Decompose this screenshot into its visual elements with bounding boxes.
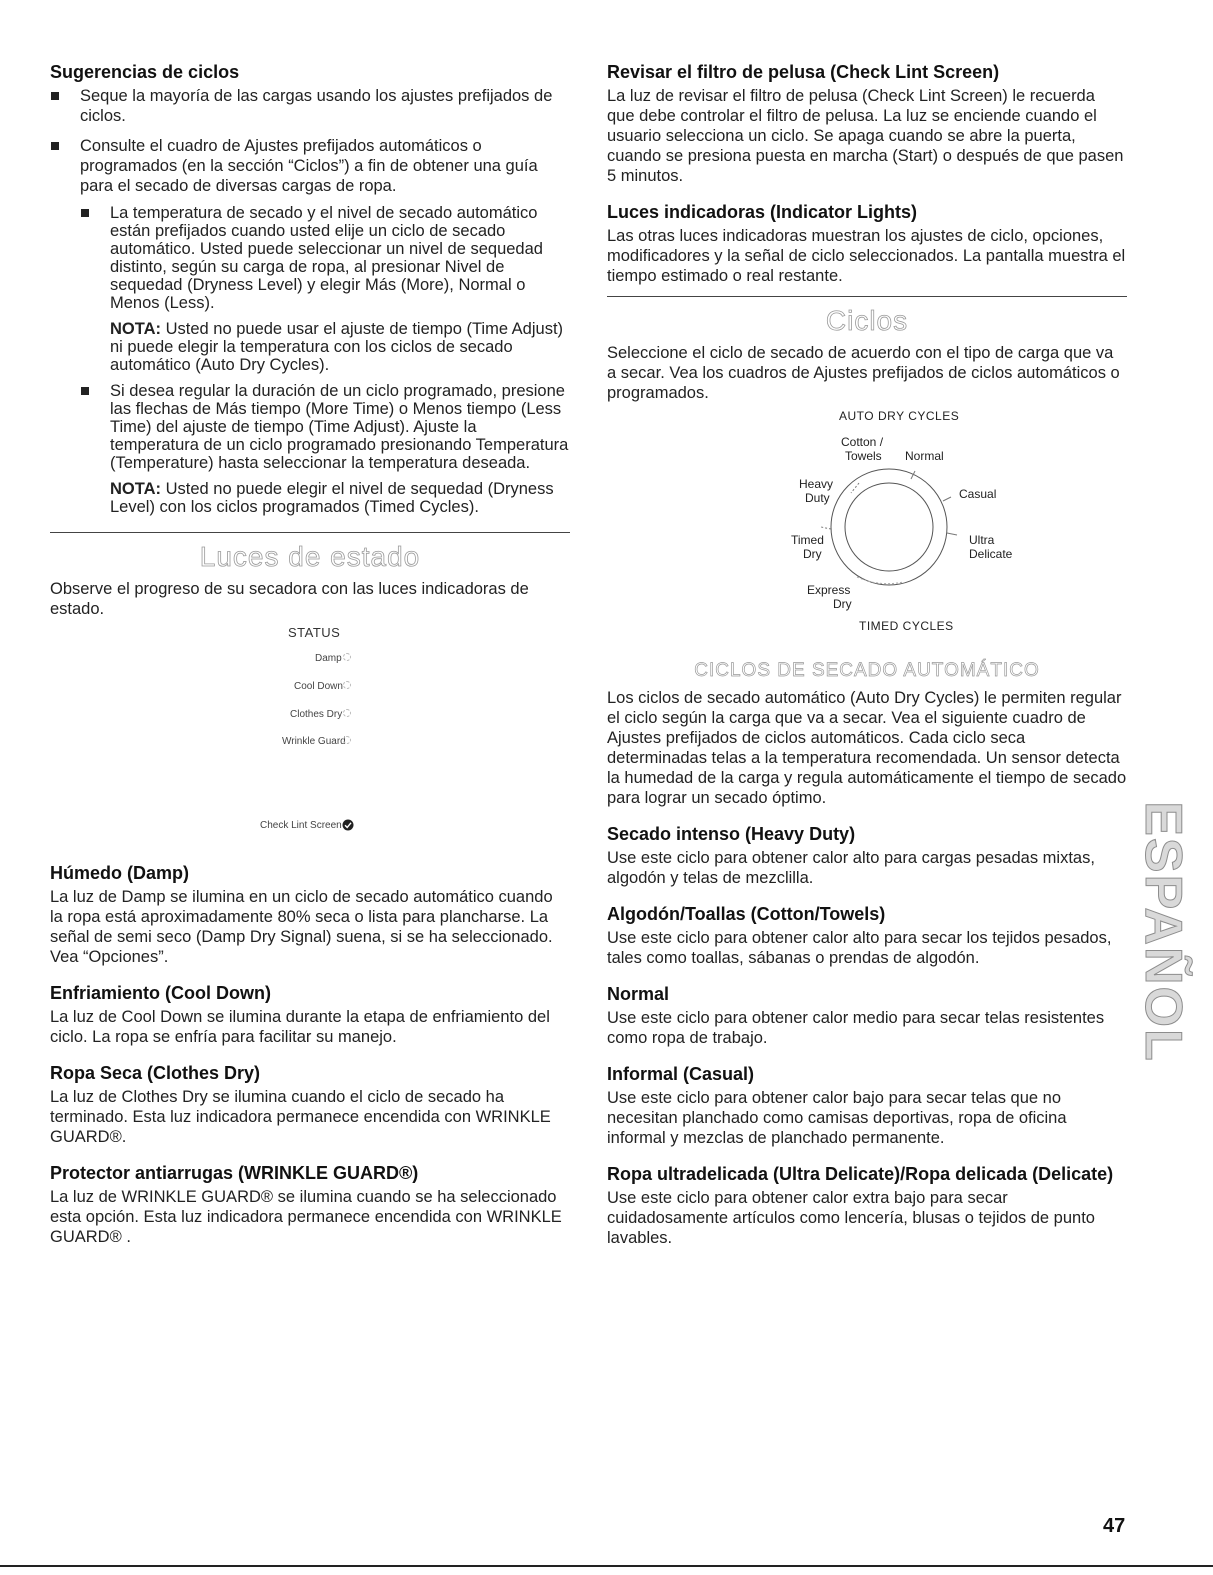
list-item: Seque la mayoría de las cargas usando los ajustes prefijados de ciclos. [50, 86, 570, 126]
informal-body: Use este ciclo para obtener calor bajo para secar telas que no necesitan planchado como camisas deportivas, ropa de oficina informal y mezclas de planchado permanente. [607, 1089, 1067, 1147]
revisar-body: La luz de revisar el filtro de pelusa (Check Lint Screen) le recuerda que debe controlar el filtro de pelusa. La luz se enciende cuando el usuario selecciona un ciclo. Se apaga cuando se abre la puerta, cuando se presiona puesta en marcha (Start) o después de que pasen 5 minutos. [607, 87, 1124, 185]
sugerencias-section [50, 62, 570, 516]
dial-label-cotton: Cotton / [841, 435, 884, 449]
ropa-seca-body: La luz de Clothes Dry se ilumina cuando el ciclo de secado ha terminado. Esta luz indicadora permanece encendida con WRINKLE GUARD®. [50, 1088, 551, 1146]
normal-section [607, 984, 1127, 1048]
ropa-seca-heading: Ropa Seca (Clothes Dry) [50, 1063, 261, 1083]
page-number: 47 [1103, 1515, 1126, 1537]
algodon-section [607, 904, 1127, 968]
informal-heading: Informal (Casual) [607, 1064, 755, 1084]
heavy-duty-body: Use este ciclo para obtener calor alto para cargas pesadas mixtas, algodón y telas de mezclilla. [607, 849, 1095, 887]
cycle-dial-figure [607, 407, 1127, 652]
section-divider [50, 532, 570, 533]
auto-dry-cycles-caption: AUTO DRY CYCLES [839, 409, 960, 423]
section-divider [607, 296, 1127, 297]
status-panel-figure [50, 623, 570, 853]
check-lint-icon [342, 819, 354, 831]
nota-paragraph: NOTA: Usted no puede usar el ajuste de tiempo (Time Adjust) ni puede elegir la temperatura con los ciclos de secado automático (Auto Dry Cycles). [110, 320, 564, 374]
ropa-seca-section [50, 1063, 570, 1147]
page-bottom-rule [0, 1565, 1213, 1567]
luces-de-estado-title: Luces de estado [199, 541, 421, 572]
ultra-delicate-body: Use este ciclo para obtener calor extra bajo para secar cuidadosamente artículos como lencería, blusas o tejidos de punto lavables. [607, 1189, 1095, 1247]
timed-cycles-caption: TIMED CYCLES [859, 619, 954, 633]
protector-heading: Protector antiarrugas (WRINKLE GUARD®) [50, 1163, 419, 1183]
right-column [607, 62, 1127, 1264]
enfriamiento-section [50, 983, 570, 1047]
wrinkle-guard-light-label: Wrinkle Guard [282, 736, 346, 747]
normal-heading: Normal [607, 984, 670, 1004]
status-label: STATUS [288, 625, 341, 640]
dial-label-ultra: Ultra [969, 533, 995, 547]
algodon-heading: Algodón/Toallas (Cotton/Towels) [607, 904, 886, 924]
list-item: Consulte el cuadro de Ajustes prefijados automáticos o programados (en la sección “Ciclos”) a fin de obtener una guía para el secado de diversas cargas de ropa. La temperatura de secado y el nivel de secado automático están prefijados cuando usted elije un ciclo de secado automático. Usted puede seleccionar un nivel de sequedad distinto, según su carga de ropa, al presionar Nivel de sequedad (Dryness Level) y elegir Más (More), Normal o Menos (Less). NOTA: Usted no puede usar el ajuste de tiempo (Time Adjust) ni puede elegir la temperatura con los ciclos de secado automático (Auto Dry Cycles). Si desea regular la duración de un ciclo programado, presione las flechas de Más tiempo (More Time) o Menos tiempo (Less Time) del ajuste de tiempo (Time Adjust). Ajuste la temperatura de un ciclo programado presionando Temperatura (Temperature) hasta seleccionar la temperatura deseada. NOTA: Usted no puede elegir el nivel de sequedad (Dryness Level) con los ciclos programados (Timed Cycles). [50, 136, 570, 516]
enfriamiento-heading: Enfriamiento (Cool Down) [50, 983, 271, 1003]
dial-label-heavy: Heavy [799, 477, 834, 491]
cool-down-light-icon [343, 681, 351, 689]
humedo-heading: Húmedo (Damp) [50, 863, 189, 883]
dial-label-delicate: Delicate [969, 547, 1013, 561]
dial-label-express-dry: Dry [833, 597, 852, 611]
clothes-dry-light-label: Clothes Dry [290, 709, 343, 720]
clothes-dry-light-icon [343, 709, 351, 717]
informal-section [607, 1064, 1127, 1148]
ultra-delicate-section [607, 1164, 1127, 1248]
heavy-duty-heading: Secado intenso (Heavy Duty) [607, 824, 856, 844]
dial-label-timed-dry: Dry [803, 547, 822, 561]
auto-dry-subtitle: CICLOS DE SECADO AUTOMÁTICO [694, 660, 1040, 681]
heavy-duty-section [607, 824, 1127, 888]
list-item: Si desea regular la duración de un ciclo programado, presione las flechas de Más tiempo (More Time) o Menos tiempo (Less Time) del ajuste de tiempo (Time Adjust). Ajuste la temperatura de un ciclo programado presionando Temperatura (Temperature) hasta seleccionar la temperatura deseada. NOTA: Usted no puede elegir el nivel de sequedad (Dryness Level) con los ciclos programados (Timed Cycles). [80, 382, 570, 516]
revisar-section [607, 62, 1127, 186]
list-item: La temperatura de secado y el nivel de secado automático están prefijados cuando usted elije un ciclo de secado automático. Usted puede seleccionar un nivel de sequedad distinto, según su carga de ropa, al presionar Nivel de sequedad (Dryness Level) y elegir Más (More), Normal o Menos (Less). NOTA: Usted no puede usar el ajuste de tiempo (Time Adjust) ni puede elegir la temperatura con los ciclos de secado automático (Auto Dry Cycles). [80, 204, 570, 374]
indicadoras-heading: Luces indicadoras (Indicator Lights) [607, 202, 918, 222]
protector-body: La luz de WRINKLE GUARD® se ilumina cuando se ha seleccionado esta opción. Esta luz indicadora permanece encendida con WRINKLE GUARD® . [50, 1188, 562, 1246]
dial-label-normal: Normal [905, 449, 944, 463]
ultra-delicate-heading: Ropa ultradelicada (Ultra Delicate)/Ropa delicada (Delicate) [607, 1164, 1114, 1184]
wrinkle-guard-light-icon [343, 736, 351, 744]
auto-dry-intro: Los ciclos de secado automático (Auto Dry Cycles) le permiten regular el ciclo según la carga que va a secar. Vea el siguiente cuadro de Ajustes prefijados de ciclos automáticos. Cada ciclo seca determinadas telas a la temperatura recomendada. Un sensor detecta la humedad de la carga y regula automáticamente el tiempo de secado para lograr un secado óptimo. [607, 689, 1127, 807]
indicadoras-body: Las otras luces indicadoras muestran los ajustes de ciclo, opciones, modificadores y la señal de ciclo seleccionados. La pantalla muestra el tiempo estimado o real restante. [607, 227, 1126, 285]
indicadoras-section [607, 202, 1127, 286]
left-column [50, 62, 570, 1263]
dial-label-express: Express [807, 583, 851, 597]
enfriamiento-body: La luz de Cool Down se ilumina durante la etapa de enfriamiento del ciclo. La ropa se enfría para facilitar su manejo. [50, 1008, 550, 1046]
dial-label-towels: Towels [845, 449, 882, 463]
dial-label-timed: Timed [791, 533, 824, 547]
ciclos-title: Ciclos [825, 305, 909, 336]
luces-intro: Observe el progreso de su secadora con las luces indicadoras de estado. [50, 580, 529, 618]
sugerencias-sublist [80, 204, 570, 516]
humedo-section [50, 863, 570, 967]
sugerencias-heading: Sugerencias de ciclos [50, 62, 240, 82]
nota-paragraph: NOTA: Usted no puede elegir el nivel de sequedad (Dryness Level) con los ciclos programados (Timed Cycles). [110, 480, 554, 516]
cycle-selector-dial-icon [807, 447, 977, 607]
damp-light-label: Damp [315, 653, 342, 664]
damp-light-icon [343, 653, 351, 661]
check-lint-light-label: Check Lint Screen [260, 820, 342, 831]
espanol-side-tab: ESPAÑOL [1134, 801, 1192, 1063]
ciclos-intro: Seleccione el ciclo de secado de acuerdo con el tipo de carga que va a secar. Vea los cuadros de Ajustes prefijados de ciclos automáticos o programados. [607, 344, 1120, 402]
dial-label-casual: Casual [959, 487, 997, 501]
cool-down-light-label: Cool Down [294, 681, 343, 692]
algodon-body: Use este ciclo para obtener calor alto para secar los tejidos pesados, tales como toallas, sábanas o prendas de algodón. [607, 929, 1112, 967]
sugerencias-list [50, 86, 570, 516]
revisar-heading: Revisar el filtro de pelusa (Check Lint Screen) [607, 62, 1000, 82]
humedo-body: La luz de Damp se ilumina en un ciclo de secado automático cuando la ropa está aproximadamente 80% seca o lista para plancharse. La señal de semi seco (Damp Dry Signal) suena, si se ha seleccionado. Vea “Opciones”. [50, 888, 553, 966]
normal-body: Use este ciclo para obtener calor medio para secar telas resistentes como ropa de trabajo. [607, 1009, 1105, 1047]
dial-label-duty: Duty [805, 491, 830, 505]
protector-section [50, 1163, 570, 1247]
